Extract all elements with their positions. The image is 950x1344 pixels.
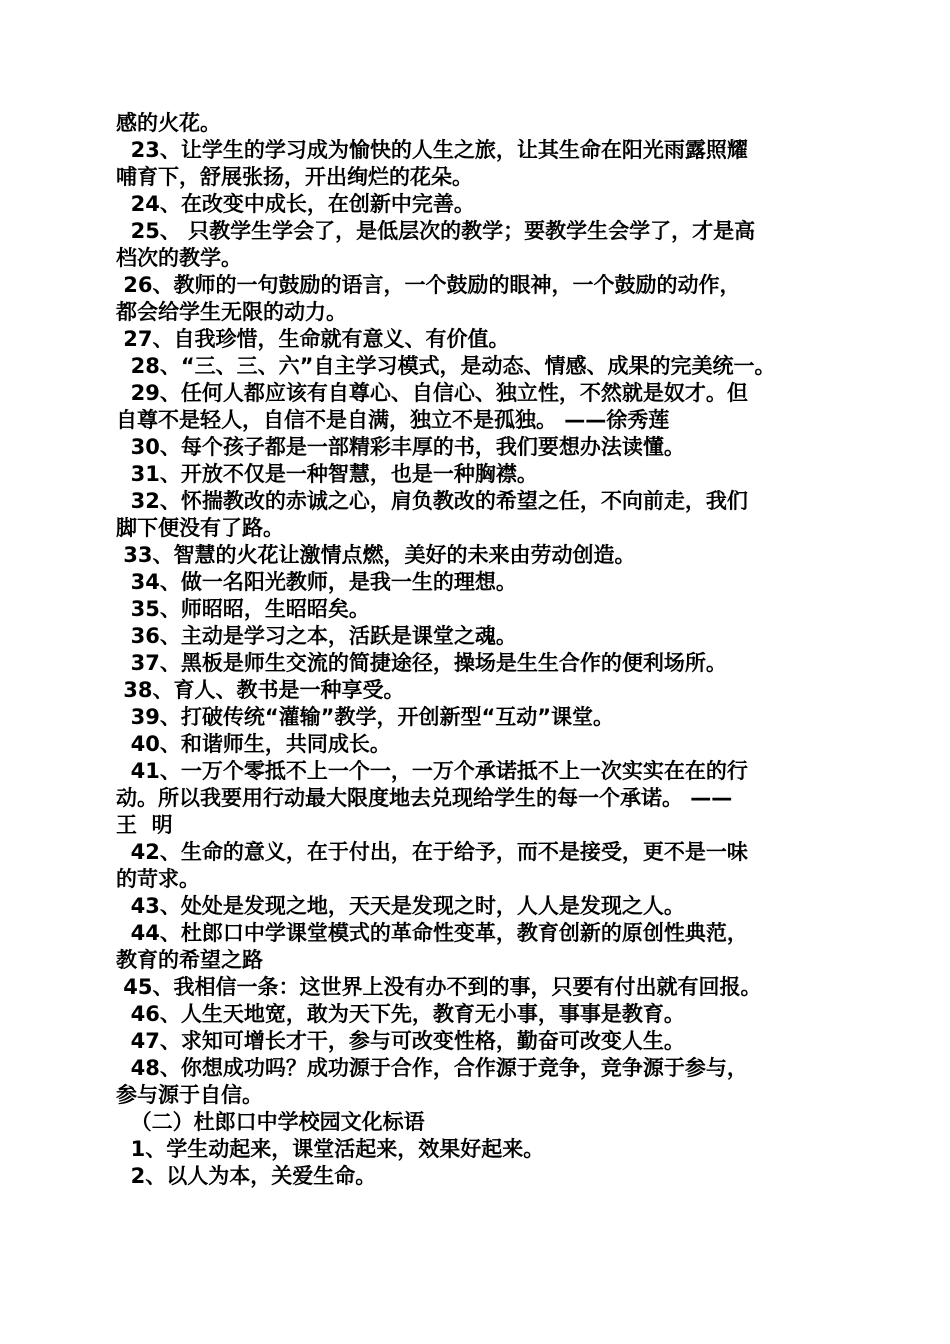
document-page xyxy=(116,110,836,1190)
text-line: 30、每个孩子都是一部精彩丰厚的书，我们要想办法读懂。 xyxy=(116,435,685,459)
text-line: 40、和谐师生，共同成长。 xyxy=(116,732,391,756)
text-line: 28、“三、三、六”自主学习模式，是动态、情感、成果的完美统一。 xyxy=(116,354,776,378)
text-line: 34、做一名阳光教师，是我一生的理想。 xyxy=(116,570,517,594)
text-line: 动。所以我要用行动最大限度地去兑现给学生的每一个承诺。 —— xyxy=(116,786,733,810)
text-line: 25、 只教学生学会了，是低层次的教学；要教学生会学了，才是高 xyxy=(116,219,756,243)
text-line: 1、学生动起来，课堂活起来，效果好起来。 xyxy=(116,1137,545,1161)
text-line: 2、以人为本，关爱生命。 xyxy=(116,1164,377,1188)
text-line: 44、杜郎口中学课堂模式的革命性变革，教育创新的原创性典范， xyxy=(116,921,748,945)
text-line: 感的火花。 xyxy=(116,111,221,135)
text-line: 自尊不是轻人，自信不是自满，独立不是孤独。 ——徐秀莲 xyxy=(116,408,670,432)
text-line: 41、一万个零抵不上一个一，一万个承诺抵不上一次实实在在的行 xyxy=(116,759,748,783)
text-line: 参与源于自信。 xyxy=(116,1083,263,1107)
text-line: 教育的希望之路 xyxy=(116,948,263,972)
text-line: 29、任何人都应该有自尊心、自信心、独立性，不然就是奴才。但 xyxy=(116,381,748,405)
text-line: 的苛求。 xyxy=(116,867,200,891)
text-line: 27、自我珍惜，生命就有意义、有价值。 xyxy=(116,327,510,351)
text-line: 35、师昭昭，生昭昭矣。 xyxy=(116,597,370,621)
text-line: 37、黑板是师生交流的简捷途径，操场是生生合作的便利场所。 xyxy=(116,651,727,675)
text-line: 38、育人、教书是一种享受。 xyxy=(116,678,405,702)
section-heading: （二）杜郎口中学校园文化标语 xyxy=(116,1110,425,1134)
text-line: 33、智慧的火花让激情点燃，美好的未来由劳动创造。 xyxy=(116,543,636,567)
text-line: 31、开放不仅是一种智慧，也是一种胸襟。 xyxy=(116,462,538,486)
text-line: 43、处处是发现之地，天天是发现之时，人人是发现之人。 xyxy=(116,894,685,918)
text-line: 48、你想成功吗？成功源于合作，合作源于竞争，竞争源于参与， xyxy=(116,1056,748,1080)
text-line: 24、在改变中成长，在创新中完善。 xyxy=(116,192,475,216)
text-line: 哺育下，舒展张扬，开出绚烂的花朵。 xyxy=(116,165,473,189)
text-line: 32、怀揣教改的赤诚之心，肩负教改的希望之任，不向前走，我们 xyxy=(116,489,748,513)
text-line: 45、我相信一条：这世界上没有办不到的事，只要有付出就有回报。 xyxy=(116,975,762,999)
text-line: 47、求知可增长才干，参与可改变性格，勤奋可改变人生。 xyxy=(116,1029,685,1053)
text-line: 都会给学生无限的动力。 xyxy=(116,300,347,324)
text-line: 王 明 xyxy=(116,813,173,837)
text-line: 23、让学生的学习成为愉快的人生之旅，让其生命在阳光雨露照耀 xyxy=(116,138,748,162)
text-line: 脚下便没有了路。 xyxy=(116,516,284,540)
text-line: 42、生命的意义，在于付出，在于给予，而不是接受，更不是一味 xyxy=(116,840,748,864)
text-line: 档次的教学。 xyxy=(116,246,242,270)
text-line: 36、主动是学习之本，活跃是课堂之魂。 xyxy=(116,624,517,648)
text-line: 39、打破传统“灌输”教学，开创新型“互动”课堂。 xyxy=(116,705,615,729)
text-line: 26、教师的一句鼓励的语言，一个鼓励的眼神，一个鼓励的动作， xyxy=(116,273,741,297)
text-line: 46、人生天地宽，敢为天下先，教育无小事，事事是教育。 xyxy=(116,1002,685,1026)
